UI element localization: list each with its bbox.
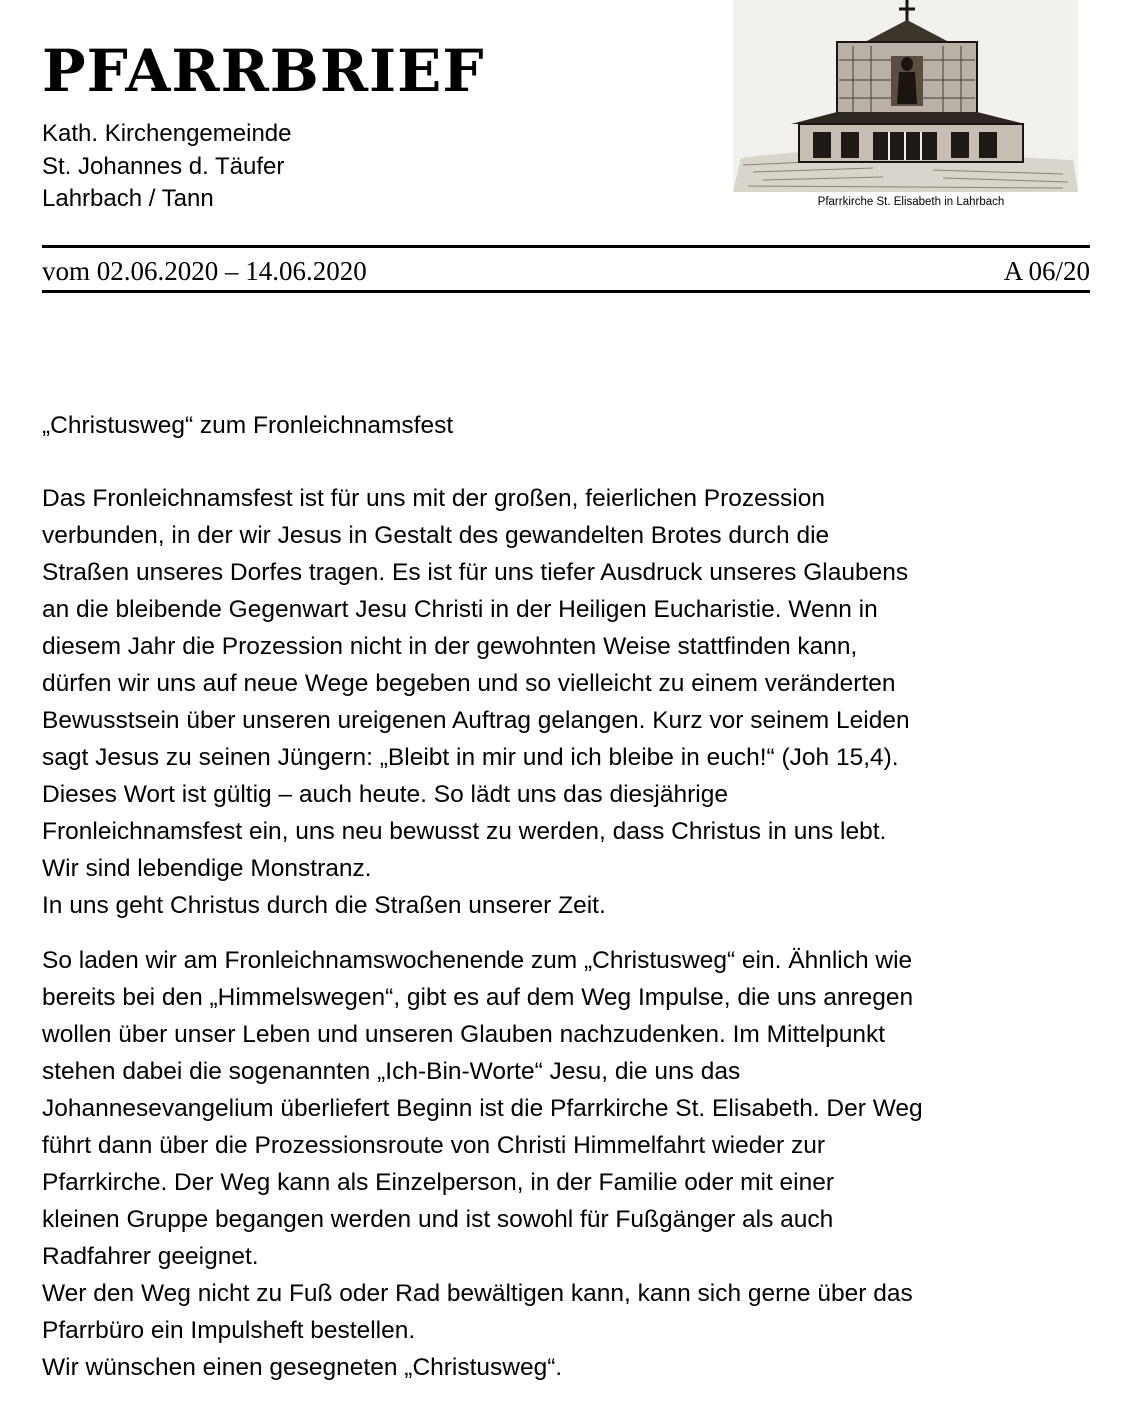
- article-line: Johannesevangelium überliefert Beginn ist die Pfarrkirche St. Elisabeth. Der Weg: [42, 1095, 923, 1122]
- article-line: Wer den Weg nicht zu Fuß oder Rad bewältigen kann, kann sich gerne über das: [42, 1280, 913, 1307]
- article-line: Radfahrer geeignet.: [42, 1243, 259, 1270]
- article-line: sagt Jesus zu seinen Jüngern: „Bleibt in mir und ich bleibe in euch!“ (Joh 15,4).: [42, 744, 899, 771]
- article-line: Das Fronleichnamsfest ist für uns mit der großen, feierlichen Prozession: [42, 485, 825, 512]
- article: [42, 407, 1102, 1404]
- issue-code: A 06/20: [1003, 256, 1090, 286]
- article-heading: „Christusweg“ zum Fronleichnamsfest: [42, 412, 454, 439]
- article-line: diesem Jahr die Prozession nicht in der gewohnten Weise stattfinden kann,: [42, 633, 858, 660]
- article-line: Wir wünschen einen gesegneten „Christusweg“.: [42, 1354, 563, 1381]
- article-line: wollen über unser Leben und unseren Glauben nachzudenken. Im Mittelpunkt: [42, 1021, 886, 1048]
- article-line: kleinen Gruppe begangen werden und ist sowohl für Fußgänger als auch: [42, 1206, 834, 1233]
- article-line: bereits bei den „Himmelswegen“, gibt es auf dem Weg Impulse, die uns anregen: [42, 984, 914, 1011]
- article-line: Fronleichnamsfest ein, uns neu bewusst zu werden, dass Christus in uns lebt.: [42, 818, 887, 845]
- article-paragraph: [42, 480, 1102, 924]
- article-line: dürfen wir uns auf neue Wege begeben und so vielleicht zu einem veränderten: [42, 670, 896, 697]
- article-line: verbunden, in der wir Jesus in Gestalt des gewandelten Brotes durch die: [42, 522, 830, 549]
- article-line: In uns geht Christus durch die Straßen unserer Zeit.: [42, 892, 606, 919]
- article-line: stehen dabei die sogenannten „Ich-Bin-Worte“ Jesu, die uns das: [42, 1058, 741, 1085]
- article-paragraph: [42, 942, 1102, 1386]
- church-figure: [733, 0, 1078, 214]
- newsletter-title: PFARRBRIEF: [42, 37, 485, 105]
- masthead: [42, 36, 485, 216]
- article-line: führt dann über die Prozessionsroute von Christi Himmelfahrt wieder zur: [42, 1132, 825, 1159]
- article-line: Wir sind lebendige Monstranz.: [42, 855, 372, 882]
- parish-name-line: Kath. Kirchengemeinde: [42, 120, 292, 147]
- parish-name: [42, 118, 485, 216]
- article-line: Bewusstsein über unseren ureigenen Auftrag gelangen. Kurz vor seinem Leiden: [42, 707, 910, 734]
- article-line: Straßen unseres Dorfes tragen. Es ist für uns tiefer Ausdruck unseres Glaubens: [42, 559, 909, 586]
- parish-name-line: Lahrbach / Tann: [42, 185, 214, 212]
- church-caption: Pfarrkirche St. Elisabeth in Lahrbach: [817, 196, 1005, 208]
- header-divider-bottom: [42, 290, 1090, 293]
- issue-date-range: vom 02.06.2020 – 14.06.2020: [42, 256, 367, 286]
- article-line: Dieses Wort ist gültig – auch heute. So lädt uns das diesjährige: [42, 781, 728, 808]
- article-line: an die bleibende Gegenwart Jesu Christi in der Heiligen Eucharistie. Wenn in: [42, 596, 878, 623]
- article-line: Pfarrbüro ein Impulsheft bestellen.: [42, 1317, 416, 1344]
- church-drawing-image: [733, 0, 1078, 192]
- article-line: Pfarrkirche. Der Weg kann als Einzelperson, in der Familie oder mit einer: [42, 1169, 835, 1196]
- parish-name-line: St. Johannes d. Täufer: [42, 152, 285, 180]
- article-line: So laden wir am Fronleichnamswochenende zum „Christusweg“ ein. Ähnlich wie: [42, 947, 913, 974]
- header-divider-top: [42, 245, 1090, 248]
